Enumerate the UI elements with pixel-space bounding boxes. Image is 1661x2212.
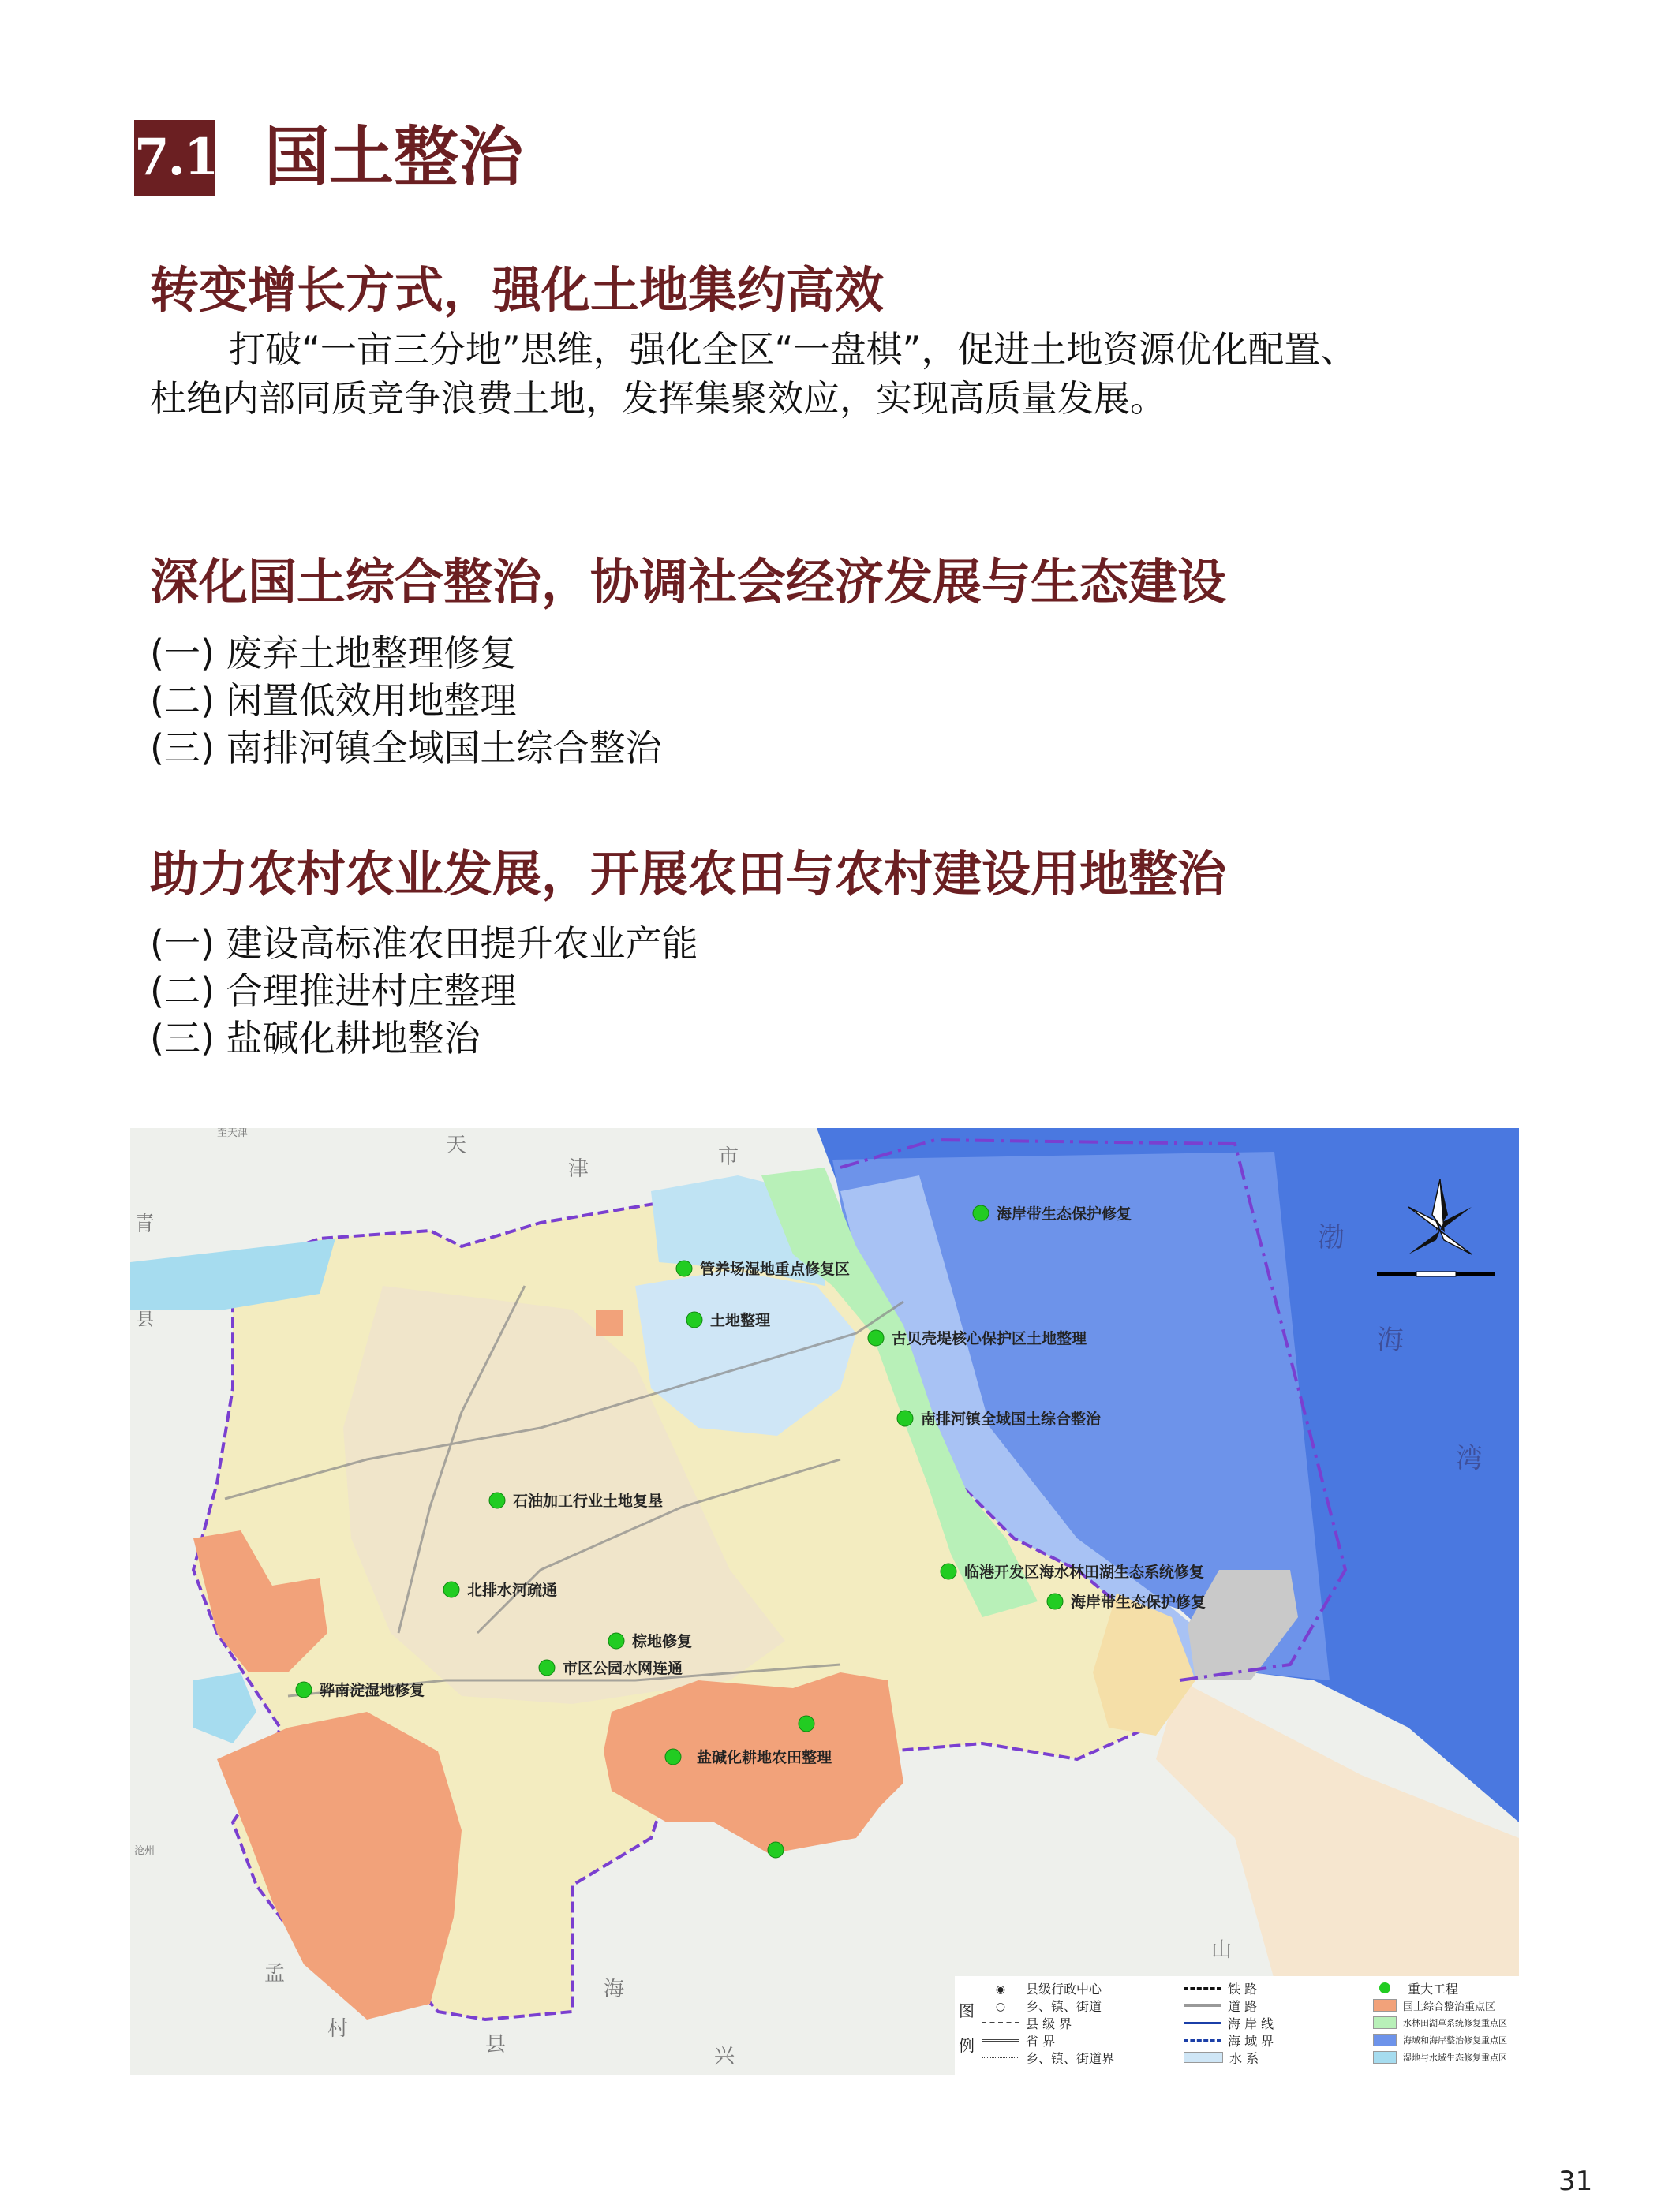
legend-label: 铁 路 xyxy=(1228,1981,1258,1997)
project-dot xyxy=(897,1411,913,1426)
legend-label: 县级行政中心 xyxy=(1026,1981,1102,1997)
place-label: 山 xyxy=(1211,1938,1233,1962)
place-label: 青 xyxy=(134,1212,155,1236)
intro-paragraph xyxy=(150,325,1523,423)
legend-row xyxy=(1373,2031,1507,2049)
coastal-zone-swatch xyxy=(1373,2034,1397,2046)
project-label: 棕地修复 xyxy=(632,1633,693,1650)
map-graphic xyxy=(130,1128,1519,2075)
legend-column-lines xyxy=(1184,1979,1274,2066)
heading-comprehensive-remediation: 深化国土综合整治，协调社会经济发展与生态建设 xyxy=(150,553,1227,611)
project-label: 骅南淀湿地修复 xyxy=(320,1682,425,1699)
place-label: 津 xyxy=(568,1157,589,1181)
place-label: 海 xyxy=(604,1978,625,2001)
project-label: 海岸带生态保护修复 xyxy=(1071,1594,1206,1611)
project-label: 土地整理 xyxy=(710,1312,771,1329)
legend-row xyxy=(982,2049,1114,2066)
road-icon xyxy=(1184,2004,1221,2007)
legend-row xyxy=(1373,2014,1507,2031)
legend-column-zones xyxy=(1373,1979,1507,2066)
legend-label: 湿地与水域生态修复重点区 xyxy=(1403,2053,1507,2063)
project-dot xyxy=(768,1842,784,1858)
project-label: 海岸带生态保护修复 xyxy=(997,1205,1132,1223)
project-dot xyxy=(868,1330,884,1346)
list-item: (二) 合理推进村庄整理 xyxy=(150,970,517,1012)
town-boundary-icon xyxy=(982,2057,1019,2058)
project-dot xyxy=(799,1716,814,1732)
rural-list xyxy=(150,920,698,1062)
project-dot xyxy=(941,1564,956,1579)
legend-label: 县 级 界 xyxy=(1026,2016,1072,2031)
legend-row xyxy=(982,2014,1114,2031)
legend-label: 乡、镇、街道 xyxy=(1026,1998,1102,2014)
major-project-icon xyxy=(1379,1982,1390,1993)
place-label: 兴 xyxy=(714,2045,735,2068)
heading-rural-development: 助力农村农业发展，开展农田与农村建设用地整治 xyxy=(150,845,1227,902)
legend-label: 海 岸 线 xyxy=(1228,2016,1274,2031)
water-system-icon xyxy=(1184,2052,1223,2063)
section-number: 7.1 xyxy=(134,120,215,196)
legend-label: 水 系 xyxy=(1229,2050,1259,2066)
legend-label: 水林田湖草系统修复重点区 xyxy=(1403,2018,1507,2028)
place-label: 县 xyxy=(485,2033,507,2057)
place-label: 至天津 xyxy=(217,1128,249,1139)
legend-label: 海 域 界 xyxy=(1228,2033,1274,2049)
legend-row xyxy=(982,1997,1114,2014)
list-item: (三) 南排河镇全域国土综合整治 xyxy=(150,727,662,769)
project-dot xyxy=(296,1682,312,1698)
orange-zone-small xyxy=(596,1310,623,1336)
legend-row xyxy=(1184,1979,1274,1997)
paragraph-line-1: 打破“一亩三分地”思维，强化全区“一盘棋”，促进土地资源优化配置、 xyxy=(229,328,1357,371)
legend-row xyxy=(1373,1979,1507,1997)
ecosystem-zone-swatch xyxy=(1373,2016,1397,2029)
section-title: 国土整治 xyxy=(264,120,524,195)
railway-icon xyxy=(1184,1987,1221,1990)
list-item: (一) 废弃土地整理修复 xyxy=(150,632,517,674)
list-item: (二) 闲置低效用地整理 xyxy=(150,679,517,722)
project-label: 古贝壳堤核心保护区土地整理 xyxy=(892,1330,1087,1347)
legend-label: 海域和海岸整治修复重点区 xyxy=(1403,2035,1507,2046)
project-label: 石油加工行业土地复垦 xyxy=(513,1493,664,1510)
project-dot xyxy=(443,1582,459,1597)
project-dot xyxy=(539,1660,555,1676)
legend-label: 乡、镇、街道界 xyxy=(1026,2050,1115,2066)
legend-label: 重大工程 xyxy=(1408,1981,1459,1997)
place-label: 孟 xyxy=(264,1962,286,1986)
legend-label: 国土综合整治重点区 xyxy=(1403,2001,1496,2013)
place-label: 市 xyxy=(718,1145,739,1169)
sea-char-2: 海 xyxy=(1377,1325,1404,1356)
project-label: 管养场湿地重点修复区 xyxy=(700,1261,851,1278)
legend-label: 省 界 xyxy=(1026,2033,1056,2049)
heading-land-efficiency: 转变增长方式，强化土地集约高效 xyxy=(150,261,885,319)
project-dot xyxy=(1047,1594,1063,1609)
list-item: (一) 建设高标准农田提升农业产能 xyxy=(150,922,698,965)
legend-row xyxy=(1184,1997,1274,2014)
legend-column-admin xyxy=(982,1979,1114,2066)
county-boundary-icon xyxy=(982,2022,1019,2023)
project-dot xyxy=(608,1633,624,1649)
project-dot xyxy=(489,1493,505,1508)
province-boundary-icon xyxy=(982,2039,1019,2042)
legend-row xyxy=(1184,2049,1274,2066)
legend-row xyxy=(1184,2014,1274,2031)
coastline-icon xyxy=(1184,2022,1221,2024)
scale-bar xyxy=(1377,1272,1495,1276)
wetland-zone-swatch xyxy=(1373,2051,1397,2064)
project-dot xyxy=(973,1205,989,1221)
town-center-icon: ○ xyxy=(995,2001,1006,2013)
legend-label: 道 路 xyxy=(1228,1998,1258,2014)
project-dot xyxy=(686,1312,702,1328)
project-label: 南排河镇全域国土综合整治 xyxy=(921,1411,1102,1428)
page-number: 31 xyxy=(1558,2165,1593,2197)
remediation-list xyxy=(150,630,662,772)
legend-row xyxy=(1184,2031,1274,2049)
project-label: 北排水河疏通 xyxy=(467,1582,558,1599)
place-label: 村 xyxy=(327,2017,349,2041)
list-item: (三) 盐碱化耕地整治 xyxy=(150,1017,481,1059)
legend-row xyxy=(982,1979,1114,1997)
sea-boundary-icon xyxy=(1184,2039,1221,2042)
paragraph-line-2: 杜绝内部同质竞争浪费土地，发挥集聚效应，实现高质量发展。 xyxy=(150,377,1166,420)
project-dot xyxy=(665,1749,681,1765)
place-label: 沧州 xyxy=(134,1845,155,1857)
legend-title: 图例 xyxy=(959,2001,975,2055)
remediation-map xyxy=(130,1128,1519,2075)
sea-char-1: 渤 xyxy=(1318,1222,1345,1254)
project-dot xyxy=(676,1261,692,1276)
legend-row xyxy=(1373,2049,1507,2066)
project-label: 市区公园水网连通 xyxy=(563,1660,683,1677)
project-label: 盐碱化耕地农田整理 xyxy=(697,1749,832,1766)
map-legend xyxy=(955,1976,1519,2075)
county-center-icon: ◉ xyxy=(995,1983,1006,1996)
place-label: 县 xyxy=(137,1310,155,1330)
place-label: 天 xyxy=(446,1134,467,1157)
legend-row xyxy=(982,2031,1114,2049)
legend-row xyxy=(1373,1997,1507,2014)
remediation-zone-swatch xyxy=(1373,1999,1397,2012)
project-label: 临港开发区海水林田湖生态系统修复 xyxy=(964,1564,1205,1581)
sea-char-3: 湾 xyxy=(1456,1443,1483,1474)
